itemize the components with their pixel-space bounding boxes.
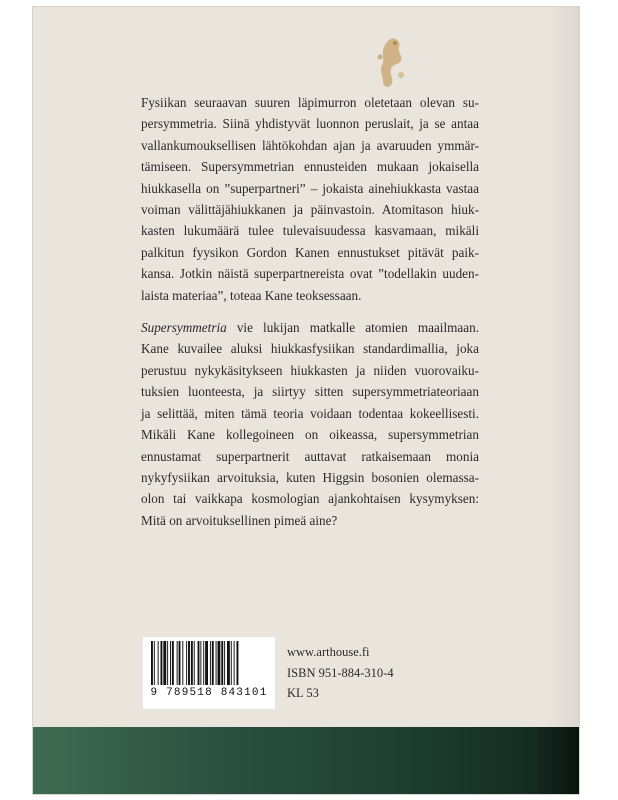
text-line: Kane kuvailee aluksi hiukkasfysiikan standardimallia, joka	[141, 341, 479, 357]
text-line: olon tai vaikkapa kosmologian ajankohtaisen kysymyksen:	[141, 491, 479, 507]
text-line: palkitun fyysikon Gordon Kanen ennustukset pitävät paik-	[141, 244, 479, 260]
library-class: KL 53	[287, 686, 319, 700]
text-line: kasten lukumäärä tulee tulevaisuudessa kasvamaan, mikäli	[141, 223, 479, 239]
barcode-bars	[149, 641, 269, 687]
publisher-website: www.arthouse.fi	[287, 645, 370, 659]
text-line: Fysiikan seuraavan suuren läpimurron oletetaan olevan su-	[141, 95, 479, 110]
text-line: tämiseen. Supersymmetrian ennusteiden mukaan jokaisella	[141, 159, 479, 175]
text-line: Mikäli Kane kollegoineen on oikeassa, supersymmetrian	[141, 427, 479, 443]
text-line: ennustamat superpartnerit auttavat ratkaisemaan monia	[141, 448, 479, 464]
text-line	[141, 317, 479, 338]
text-line: kansa. Jotkin näistä superpartnereista ovat ”todellakin uuden-	[141, 266, 479, 282]
blurb-text	[141, 92, 479, 531]
text-line: tuksien luonteesta, ja siirtyy sitten supersymmetriateoriaan	[141, 384, 479, 400]
blurb-paragraph-2	[141, 317, 479, 531]
text-line: hiukkasella on ”superpartneri” – jokaista ainehiukkasta vastaa	[141, 180, 479, 196]
publisher-info	[287, 642, 394, 704]
text-line: nykyfysiikan arvoituksia, kuten Higgsin bosonien olemassa-	[141, 469, 479, 485]
text-line: Mitä on arvoituksellinen pimeä aine?	[141, 512, 338, 528]
book-back-cover	[33, 7, 579, 794]
book-title-italic: Supersymmetria	[141, 320, 227, 336]
blurb-paragraph-1	[141, 92, 479, 306]
spine-shadow	[549, 7, 579, 727]
text-fragment: vie lukijan matkalle atomien maailmaan.	[226, 320, 479, 336]
text-line: vallankumouksellisen lähtökohdan ajan ja avaruuden ymmär-	[141, 137, 479, 153]
text-line: laista materiaa”, toteaa Kane teoksessaan.	[141, 287, 362, 303]
stain-mark	[371, 35, 411, 93]
green-footer-band	[33, 727, 579, 794]
text-line: ja selittää, miten tämä teoria voidaan todentaa kokeellisesti.	[141, 405, 479, 421]
text-line: perustuu nykykäsitykseen hiukkasten ja niiden vuorovaiku-	[141, 362, 479, 378]
barcode-digits: 9 789518 843101	[150, 687, 268, 699]
isbn-barcode	[143, 637, 275, 709]
text-line: voiman välittäjähiukkanen ja päinvastoin. Atomitason hiuk-	[141, 202, 479, 218]
isbn-number: ISBN 951-884-310-4	[287, 665, 394, 680]
text-line: persymmetria. Siinä yhdistyvät luonnon peruslait, ja se antaa	[141, 116, 479, 132]
band-edge-shadow	[539, 727, 579, 794]
